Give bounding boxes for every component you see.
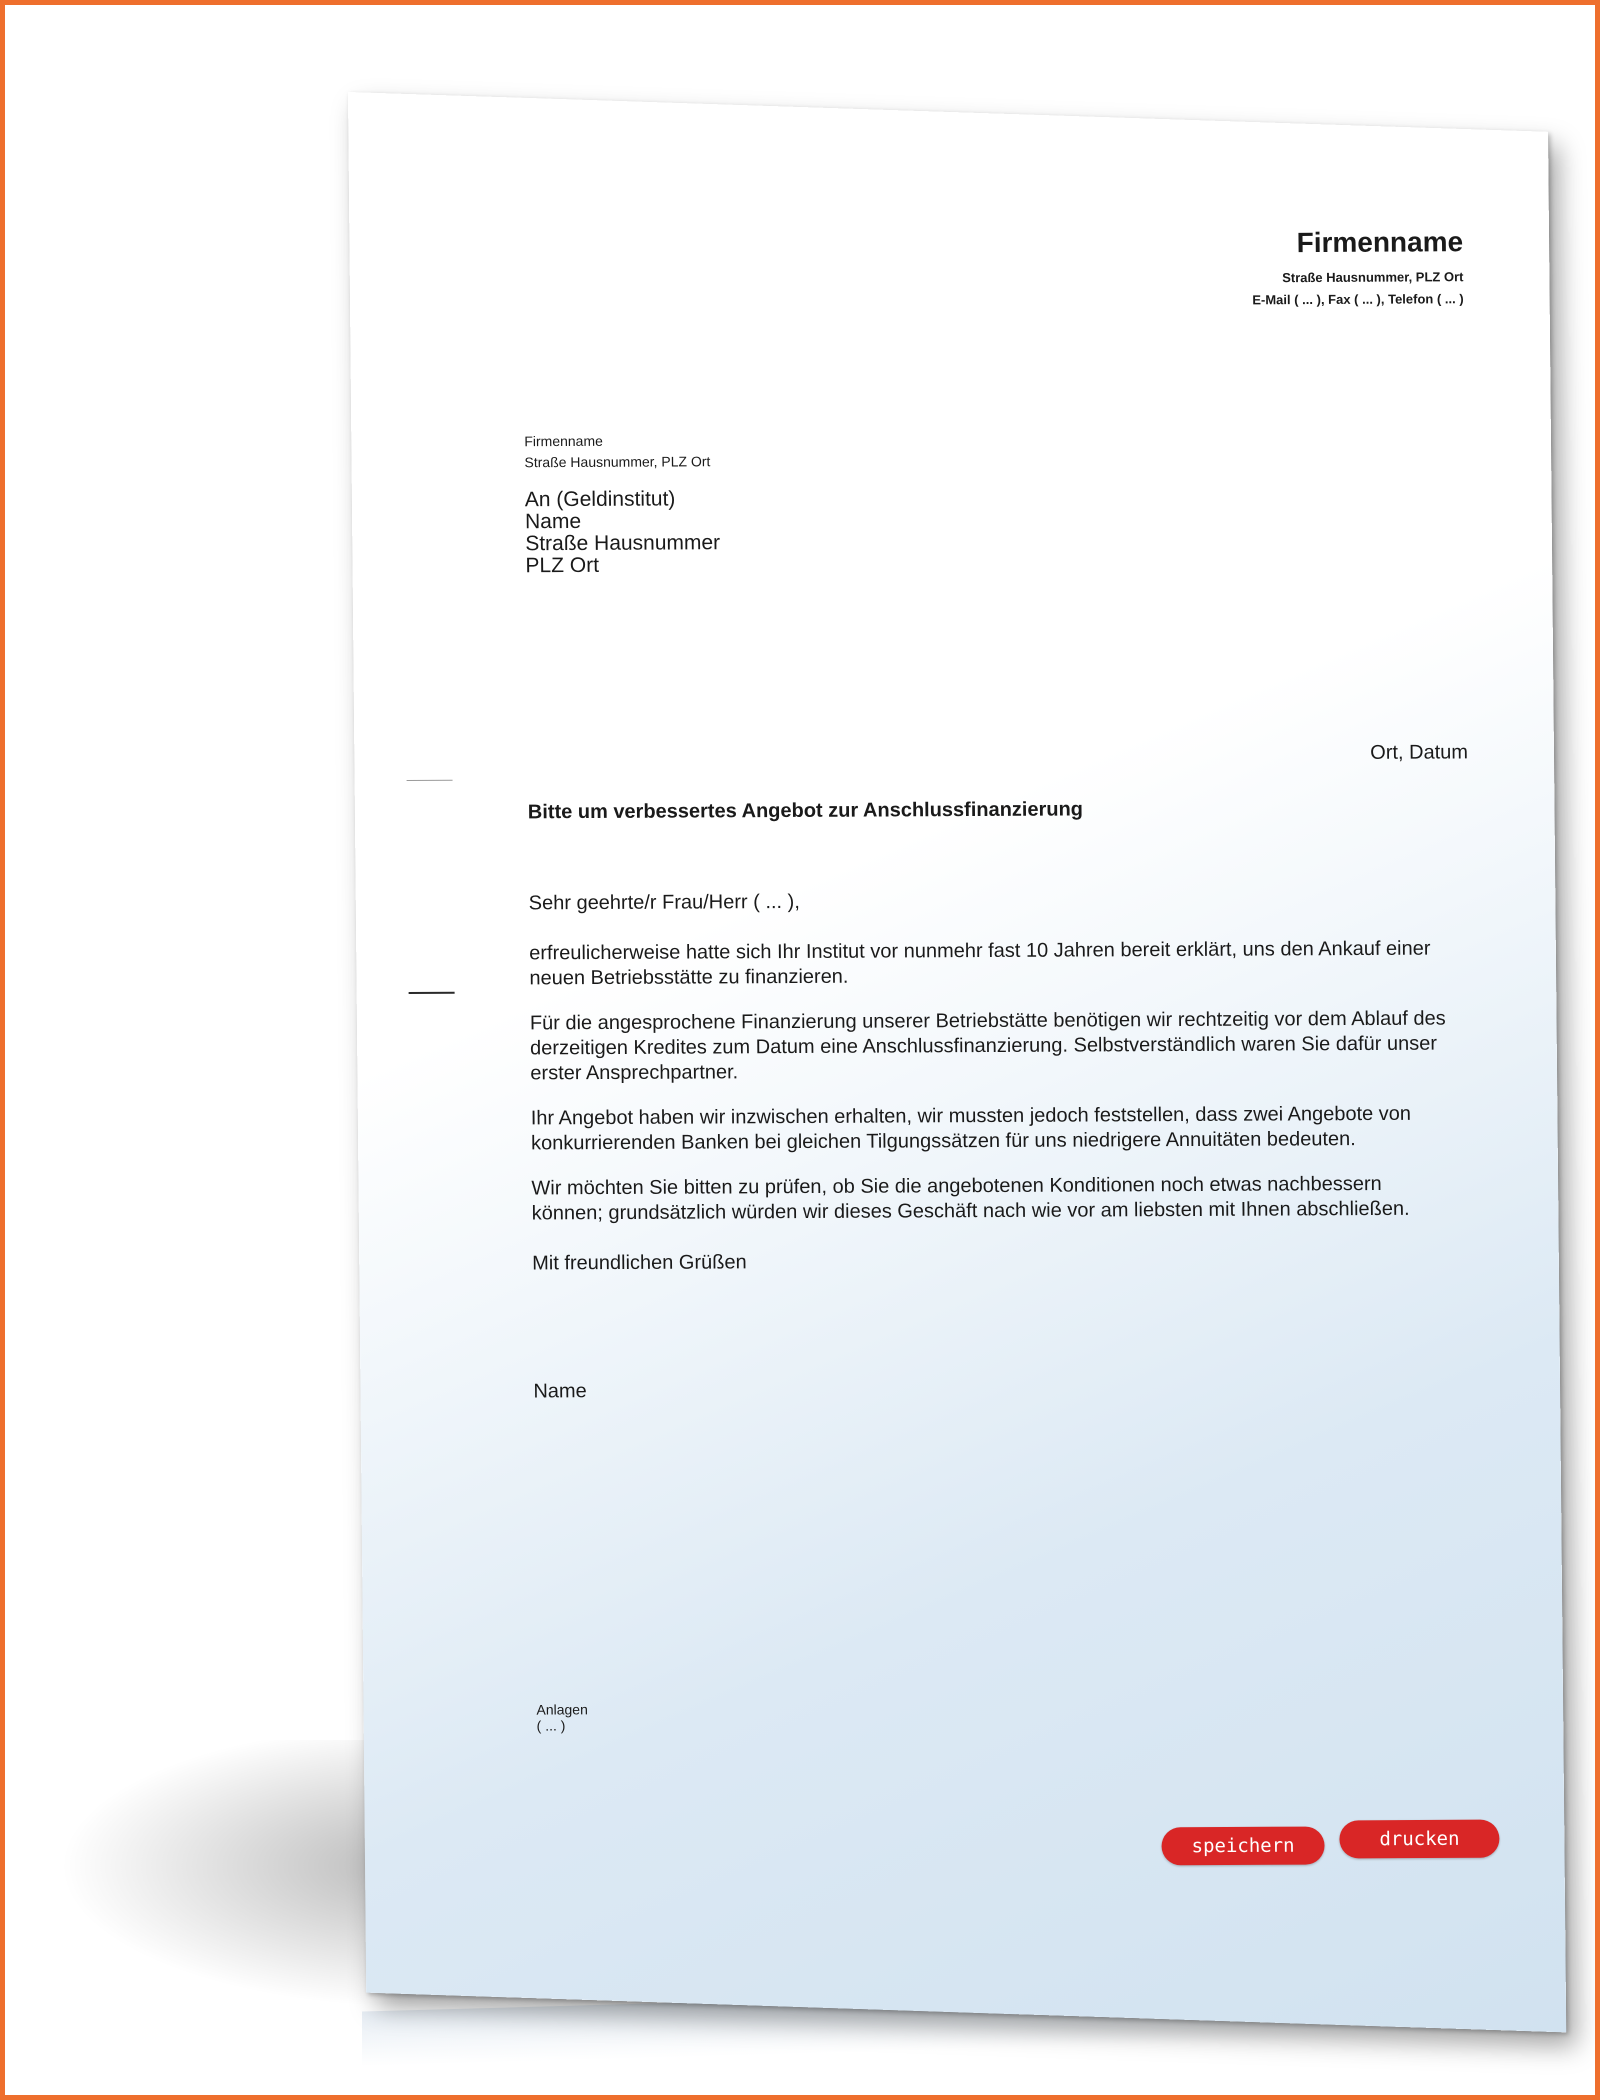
letterhead-company-name: Firmenname xyxy=(1296,226,1464,259)
salutation: Sehr geehrte/r Frau/Herr ( ... ), xyxy=(528,890,800,915)
sender-name: Firmenname xyxy=(524,432,603,450)
print-button[interactable]: drucken xyxy=(1339,1820,1499,1859)
recipient-line-street: Straße Hausnummer xyxy=(525,531,721,556)
letterhead-street: Straße Hausnummer, PLZ Ort xyxy=(1282,269,1464,286)
body-paragraph: Ihr Angebot haben wir inzwischen erhalten, wir mussten jedoch feststellen, dass zwei Angebote von konkurrierenden Banken bei gleichen Tilgungssätzen für uns niedrigere Annuitäten bedeuten. xyxy=(530,1102,1412,1155)
letter-page xyxy=(348,92,1566,2032)
recipient-line-name: Name xyxy=(524,509,582,534)
recipient-line-city: PLZ Ort xyxy=(525,553,600,578)
closing: Mit freundlichen Grüßen xyxy=(532,1251,747,1275)
letterhead-contact: E-Mail ( ... ), Fax ( ... ), Telefon ( ... ) xyxy=(1252,291,1464,308)
recipient-line-institute: An (Geldinstitut) xyxy=(524,487,676,512)
body-paragraph: Für die angesprochene Finanzierung unserer Betriebstätte benötigen wir rechtzeitig vor dem Ablauf des derzeitigen Kredites zum Datum eine Anschlussfinanzierung. Selbstverständlich waren Sie dafür unser erster Ansprechpartner. xyxy=(529,1007,1446,1085)
body-paragraph: erfreulicherweise hatte sich Ihr Institut vor nunmehr fast 10 Jahren bereit erklärt, uns den Ankauf einer neuen Betriebsstätte zu finanzieren. xyxy=(529,937,1431,990)
body-paragraph: Wir möchten Sie bitten zu prüfen, ob Sie die angebotenen Konditionen noch etwas nachbessern können; grundsätzlich würden wir dieses Geschäft nach wie vor am liebsten mit Ihnen abschließen. xyxy=(531,1172,1410,1225)
save-button[interactable]: speichern xyxy=(1161,1827,1324,1866)
letter-subject: Bitte um verbessertes Angebot zur Anschlussfinanzierung xyxy=(527,798,1084,824)
fold-mark xyxy=(407,780,453,781)
enclosures-value: ( ... ) xyxy=(536,1717,566,1734)
enclosures-label: Anlagen xyxy=(536,1701,588,1718)
signature-name: Name xyxy=(533,1380,587,1403)
sender-address: Straße Hausnummer, PLZ Ort xyxy=(524,453,711,471)
letter-content xyxy=(348,86,1566,1993)
punch-mark xyxy=(409,992,455,994)
place-date: Ort, Datum xyxy=(1370,741,1469,764)
